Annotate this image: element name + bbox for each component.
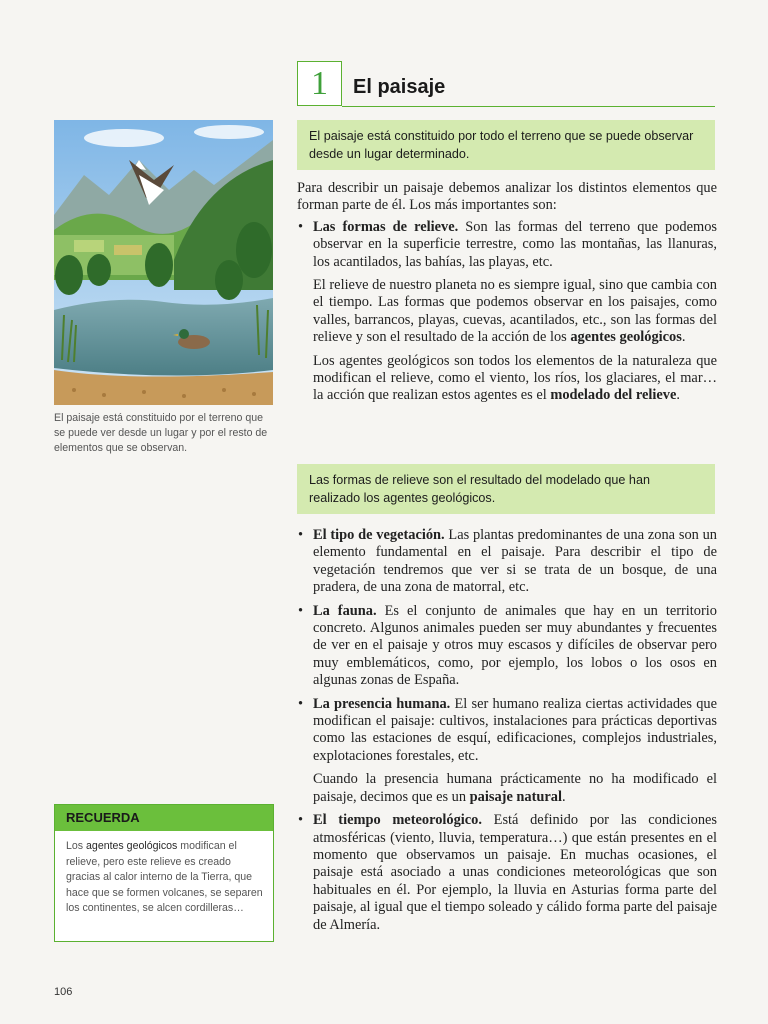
relieve-text: Son las formas del terreno que podemos observar en la superficie terrestre, como las montañas, las llanuras, los acantilados, las bahías, las playas, etc. xyxy=(313,218,717,270)
bullet-relieve xyxy=(297,219,717,271)
body-text-bottom xyxy=(297,527,717,934)
relieve-paragraph-2 xyxy=(297,277,717,347)
bullet-fauna xyxy=(297,603,717,690)
vegetacion-label: El tipo de vegetación. xyxy=(313,527,445,543)
landscape-illustration-svg xyxy=(54,120,273,405)
recuerda-box xyxy=(54,804,274,942)
vegetacion-text: Las plantas predominantes de una zona son un elemento fundamental en el paisaje. Para describir el tipo de vegetación tendremos que ver si se trata de un bosque, de una pradera, de una zona de matorral, etc. xyxy=(313,527,717,596)
bullet-dot: • xyxy=(298,602,304,619)
relieve-p3-text: Los agentes geológicos son todos los elementos de la naturaleza que modifican el relieve, como el viento, los ríos, los glaciares, el mar… la acción que realizan estos agentes es el xyxy=(313,352,717,404)
agentes-geologicos-term: agentes geológicos xyxy=(570,329,682,346)
recuerda-text-start: Los xyxy=(66,840,87,852)
definition-box-2: Las formas de relieve son el resultado del modelado que han realizado los agentes geológicos. xyxy=(297,464,715,514)
tiempo-text: Está definido por las condiciones atmosféricas (viento, lluvia, temperatura…) que están presentes en el momento que observamos un paisaje. En muchas ocasiones, el paisaje está asociado a unas condiciones meteorológicas que son habituales en él. Por ejemplo, la lluvia en Asturias forma parte del paisaje, al igual que el tiempo soleado y cálido forma parte del paisaje de Almería. xyxy=(313,812,718,933)
definition-box-1: El paisaje está constituido por todo el terreno que se puede observar desde un lugar determinado. xyxy=(297,120,715,170)
bullet-dot: • xyxy=(298,812,304,829)
bullet-tiempo xyxy=(297,812,717,934)
tiempo-label: El tiempo meteorológico. xyxy=(313,812,482,829)
humana-paragraph-2 xyxy=(297,771,717,806)
relieve-p2-text: El relieve de nuestro planeta no es siempre igual, sino que cambia con el tiempo. Las formas que podemos observar en los paisajes, como valles, barrancos, playas, cuevas, acantilados, etc., son las formas del relieve y son el resultado de la acción de los xyxy=(313,277,717,346)
humana-text: El ser humano realiza ciertas actividades que modifican el paisaje: cultivos, instalaciones para prácticas deportivas como las estaciones de esquí, edificaciones, complejos industriales, explotaciones forestales, etc. xyxy=(313,695,717,764)
humana-p2-end: . xyxy=(562,788,566,805)
illustration-caption: El paisaje está constituido por el terreno que se puede ver desde un lugar y por el resto de elementos que se observan. xyxy=(54,412,268,454)
recuerda-term: agentes geológicos xyxy=(86,840,178,852)
pond xyxy=(54,298,273,376)
cloud xyxy=(84,129,164,147)
fauna-text: Es el conjunto de animales que hay en un territorio concreto. Algunos animales pueden ser muy abundantes y frecuentes de ver en el paisaje y otros muy escasos y difíciles de observar pero muy emblemáticos, como, por ejemplo, los lobos o los osos en algunas zonas de España. xyxy=(313,602,717,689)
section-title: El paisaje xyxy=(353,76,446,98)
bullet-dot: • xyxy=(298,695,304,712)
humana-p2-text: Cuando la presencia humana prácticamente no ha modificado el paisaje, decimos que es un xyxy=(313,771,717,805)
bullet-vegetacion xyxy=(297,527,717,597)
field xyxy=(114,245,142,255)
landscape-illustration xyxy=(54,120,273,405)
bullet-dot: • xyxy=(298,527,304,543)
relieve-label: Las formas de relieve. xyxy=(313,218,459,235)
intro-paragraph: Para describir un paisaje debemos analizar los distintos elementos que forman parte de él. Los más importantes son: xyxy=(297,180,717,214)
bullet-humana xyxy=(297,696,717,766)
body-text-top xyxy=(297,180,717,405)
paisaje-natural-term: paisaje natural xyxy=(469,788,563,805)
cloud xyxy=(194,125,264,139)
page-number: 106 xyxy=(54,986,73,998)
relieve-p2-end: . xyxy=(681,329,686,346)
field xyxy=(74,240,104,252)
relieve-paragraph-3 xyxy=(297,353,717,405)
fauna-label: La fauna. xyxy=(313,602,377,619)
title-underline xyxy=(342,106,715,107)
modelado-term: modelado del relieve xyxy=(550,387,677,404)
recuerda-text xyxy=(55,831,273,917)
recuerda-text-end: modifican el relieve, pero este relieve es creado gracias al calor interno de la Tierra, que hace que se formen volcanes, se separen los continentes, se alcen cordilleras… xyxy=(66,840,263,915)
section-number: 1 xyxy=(297,61,342,106)
recuerda-title: RECUERDA xyxy=(55,805,273,831)
relieve-p3-end: . xyxy=(676,387,680,404)
humana-label: La presencia humana. xyxy=(313,695,451,712)
bullet-dot: • xyxy=(298,218,304,235)
